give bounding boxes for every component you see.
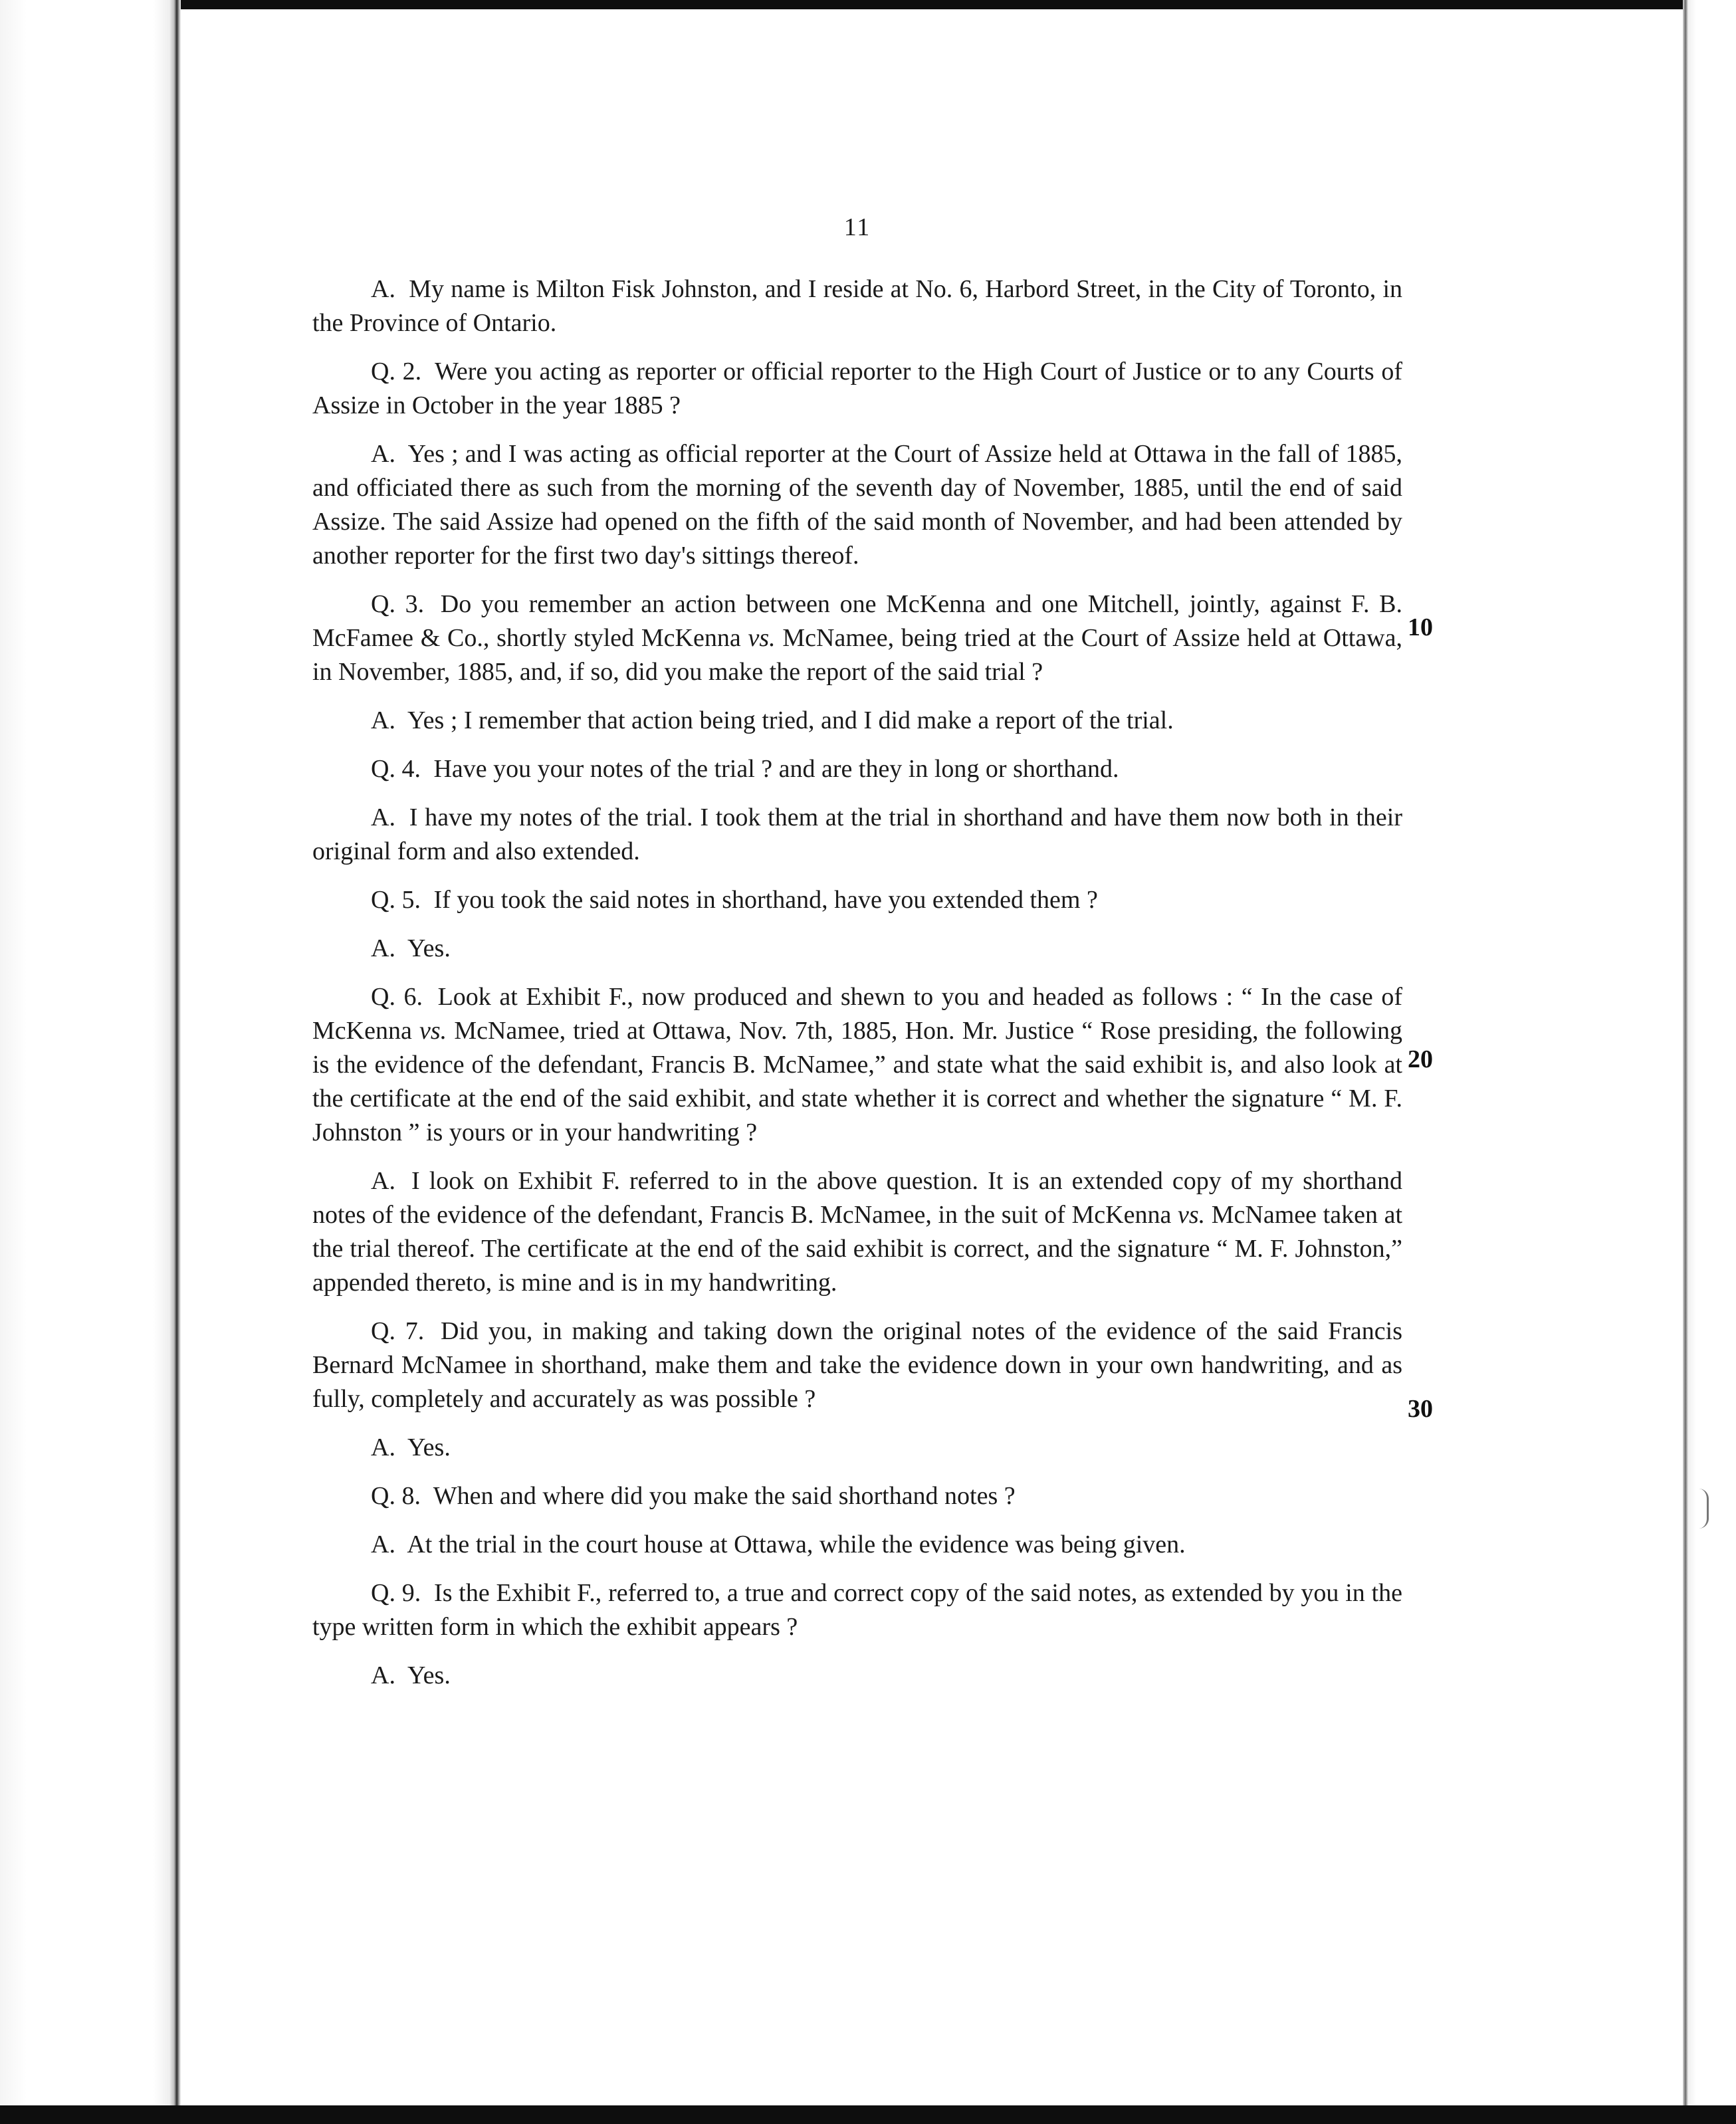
page-number: 11 [843, 213, 871, 241]
paragraph-text: McNamee, tried at Ottawa, Nov. 7th, 1885, Hon. Mr. Justice “ Rose presiding, the following is the evidence of the defendant, Francis B. McNamee,” and state what the said exhibit is, and also look at the certificate at the end of the said exhibit, and state whether it is correct and whether the signature “ M. F. Johnston ” is yours or in your handwriting ? [312, 1017, 1402, 1146]
paragraph-lead: A. [371, 440, 395, 468]
paragraph-text: Yes. [407, 1434, 451, 1461]
paragraph-text: I have my notes of the trial. I took them at the trial in shorthand and have them now both in their original form and also extended. [312, 803, 1403, 865]
paragraph-text: If you took the said notes in shorthand, have you extended them ? [433, 886, 1098, 914]
paragraph-lead: Q. 2. [371, 358, 422, 385]
paragraph-lead: A. [371, 275, 395, 303]
paragraph-text: Is the Exhibit F., referred to, a true and correct copy of the said notes, as extended by you in the type written form in which the exhibit appears ? [312, 1579, 1402, 1641]
paragraph-lead: A. [371, 934, 395, 962]
paragraph-answer-5 [312, 932, 1402, 966]
paragraph-text: Did you, in making and taking down the original notes of the evidence of the said Francis Bernard McNamee in shorthand, make them and take the evidence down in your own handwriting, and as fully, completely and accurately as was possible ? [312, 1317, 1403, 1413]
scan-border-bottom [0, 2105, 1736, 2124]
paragraph-text: Yes. [407, 934, 451, 962]
paragraph-lead: A. [371, 1434, 395, 1461]
paragraph-italic: vs. [748, 624, 776, 652]
paragraph-lead: A. [371, 706, 395, 734]
paragraph-text: Yes ; and I was acting as official reporter at the Court of Assize held at Ottawa in the fall of 1885, and officiated there as such from the morning of the seventh day of November, 1885, until the end of said Assize. The said Assize had opened on the fifth of the said month of November, and had been attended by another reporter for the first two day's sittings thereof. [312, 440, 1403, 570]
paragraph-answer-7 [312, 1431, 1402, 1465]
scan-border-top [0, 0, 1736, 9]
paragraph-text: Were you acting as reporter or official reporter to the High Court of Justice or to any Courts of Assize in October in the year 1885 ? [312, 358, 1402, 419]
paragraph-lead: A. [371, 803, 395, 831]
scan-binding-edge [0, 0, 181, 2105]
paragraph-question-5 [312, 883, 1402, 917]
line-number-30: 30 [1408, 1395, 1433, 1423]
paragraph-text: Look at Exhibit F., now produced and shewn to you and headed as follows : “ In the case of McKenna [312, 983, 1403, 1045]
paragraph-text: Yes. [407, 1661, 451, 1689]
paragraph-lead: Q. 9. [371, 1579, 421, 1607]
paragraph-question-7 [312, 1315, 1402, 1416]
paragraph-text: Do you remember an action between one McKenna and one Mitchell, jointly, against F. B. McFamee & Co., shortly styled McKenna [312, 590, 1402, 652]
paragraph-text: McNamee, being tried at the Court of Assize held at Ottawa, in November, 1885, and, if so, did you make the report of the said trial ? [312, 624, 1402, 686]
document-page [312, 213, 1402, 1707]
paragraph-text: Yes ; I remember that action being tried, and I did make a report of the trial. [407, 706, 1174, 734]
scan-border-right [1683, 0, 1736, 2105]
paragraph-lead: A. [371, 1661, 395, 1689]
paragraph-italic: vs. [1177, 1201, 1206, 1229]
paragraph-question-9 [312, 1576, 1402, 1644]
paragraph-text: Have you your notes of the trial ? and are they in long or shorthand. [433, 755, 1119, 783]
paragraph-lead: A. [371, 1167, 395, 1195]
paragraph-question-4 [312, 752, 1402, 786]
paragraph-lead: Q. 6. [371, 983, 423, 1011]
paragraph-answer-6 [312, 1164, 1402, 1300]
paragraph-question-8 [312, 1479, 1402, 1513]
paragraph-question-2 [312, 355, 1402, 423]
paragraph-lead: Q. 8. [371, 1482, 421, 1510]
paragraph-lead: Q. 3. [371, 590, 425, 618]
paragraph-answer-9 [312, 1659, 1402, 1693]
paragraph-answer-1 [312, 272, 1402, 340]
paragraph-lead: Q. 7. [371, 1317, 425, 1345]
paragraph-question-6 [312, 980, 1402, 1150]
paragraph-text: At the trial in the court house at Ottawa, while the evidence was being given. [407, 1531, 1186, 1558]
paragraph-text: I look on Exhibit F. referred to in the above question. It is an extended copy of my shorthand notes of the evidence of the defendant, Francis B. McNamee, in the suit of McKenna [312, 1167, 1403, 1229]
paragraph-answer-2 [312, 437, 1402, 573]
paragraph-text: My name is Milton Fisk Johnston, and I reside at No. 6, Harbord Street, in the City of Toronto, in the Province of Ontario. [312, 275, 1403, 337]
paragraph-text: McNamee taken at the trial thereof. The certificate at the end of the said exhibit is correct, and the signature “ M. F. Johnston,” appended thereto, is mine and is in my handwriting. [312, 1201, 1402, 1297]
paragraph-answer-8 [312, 1528, 1402, 1562]
paragraph-lead: Q. 4. [371, 755, 421, 783]
line-number-10: 10 [1408, 613, 1433, 641]
paragraph-question-3 [312, 587, 1402, 689]
paragraph-italic: vs. [419, 1017, 447, 1045]
paragraph-lead: Q. 5. [371, 886, 421, 914]
paragraph-text: When and where did you make the said shorthand notes ? [433, 1482, 1016, 1510]
paragraph-answer-3 [312, 704, 1402, 738]
line-number-20: 20 [1408, 1045, 1433, 1073]
paragraph-lead: A. [371, 1531, 395, 1558]
scan-mark [1699, 1489, 1709, 1529]
paragraph-answer-4 [312, 801, 1402, 869]
